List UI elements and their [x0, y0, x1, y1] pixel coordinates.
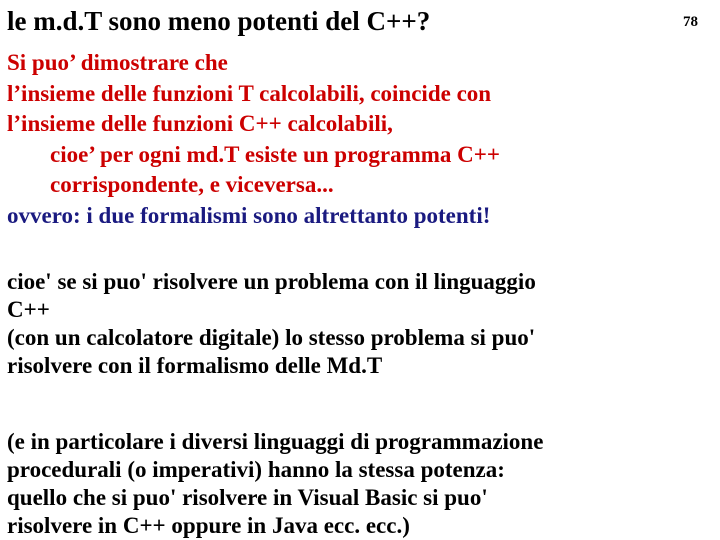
explanation-paragraph-1 [7, 268, 707, 380]
page-number: 78 [683, 14, 698, 30]
explanation-line: (con un calcolatore digitale) lo stesso problema si puo' [7, 325, 536, 350]
explanation-line: quello che si puo' risolvere in Visual Basic si puo' [7, 485, 488, 510]
explanation-paragraph-2 [7, 428, 707, 540]
claim-line: Si puo’ dimostrare che [7, 50, 228, 75]
explanation-line: procedurali (o imperativi) hanno la stessa potenza: [7, 457, 505, 482]
explanation-line: C++ [7, 297, 50, 322]
explanation-line: (e in particolare i diversi linguaggi di programmazione [7, 429, 544, 454]
claim-line: l’insieme delle funzioni T calcolabili, coincide con [7, 80, 492, 106]
claim-conclusion: ovvero: i due formalismi sono altrettanto potenti! [7, 202, 491, 228]
claim-block [7, 48, 707, 231]
explanation-line: risolvere con il formalismo delle Md.T [7, 353, 383, 378]
claim-indented-line: corrispondente, e viceversa... [50, 172, 334, 197]
claim-line: l’insieme delle funzioni C++ calcolabili, [7, 111, 393, 136]
explanation-line: cioe' se si puo' risolvere un problema con il linguaggio [7, 269, 536, 294]
claim-indented-line: cioe’ per ogni md.T esiste un programma C++ [50, 141, 500, 167]
explanation-line: risolvere in C++ oppure in Java ecc. ecc.) [7, 513, 410, 538]
slide-title: le m.d.T sono meno potenti del C++? [7, 6, 431, 36]
